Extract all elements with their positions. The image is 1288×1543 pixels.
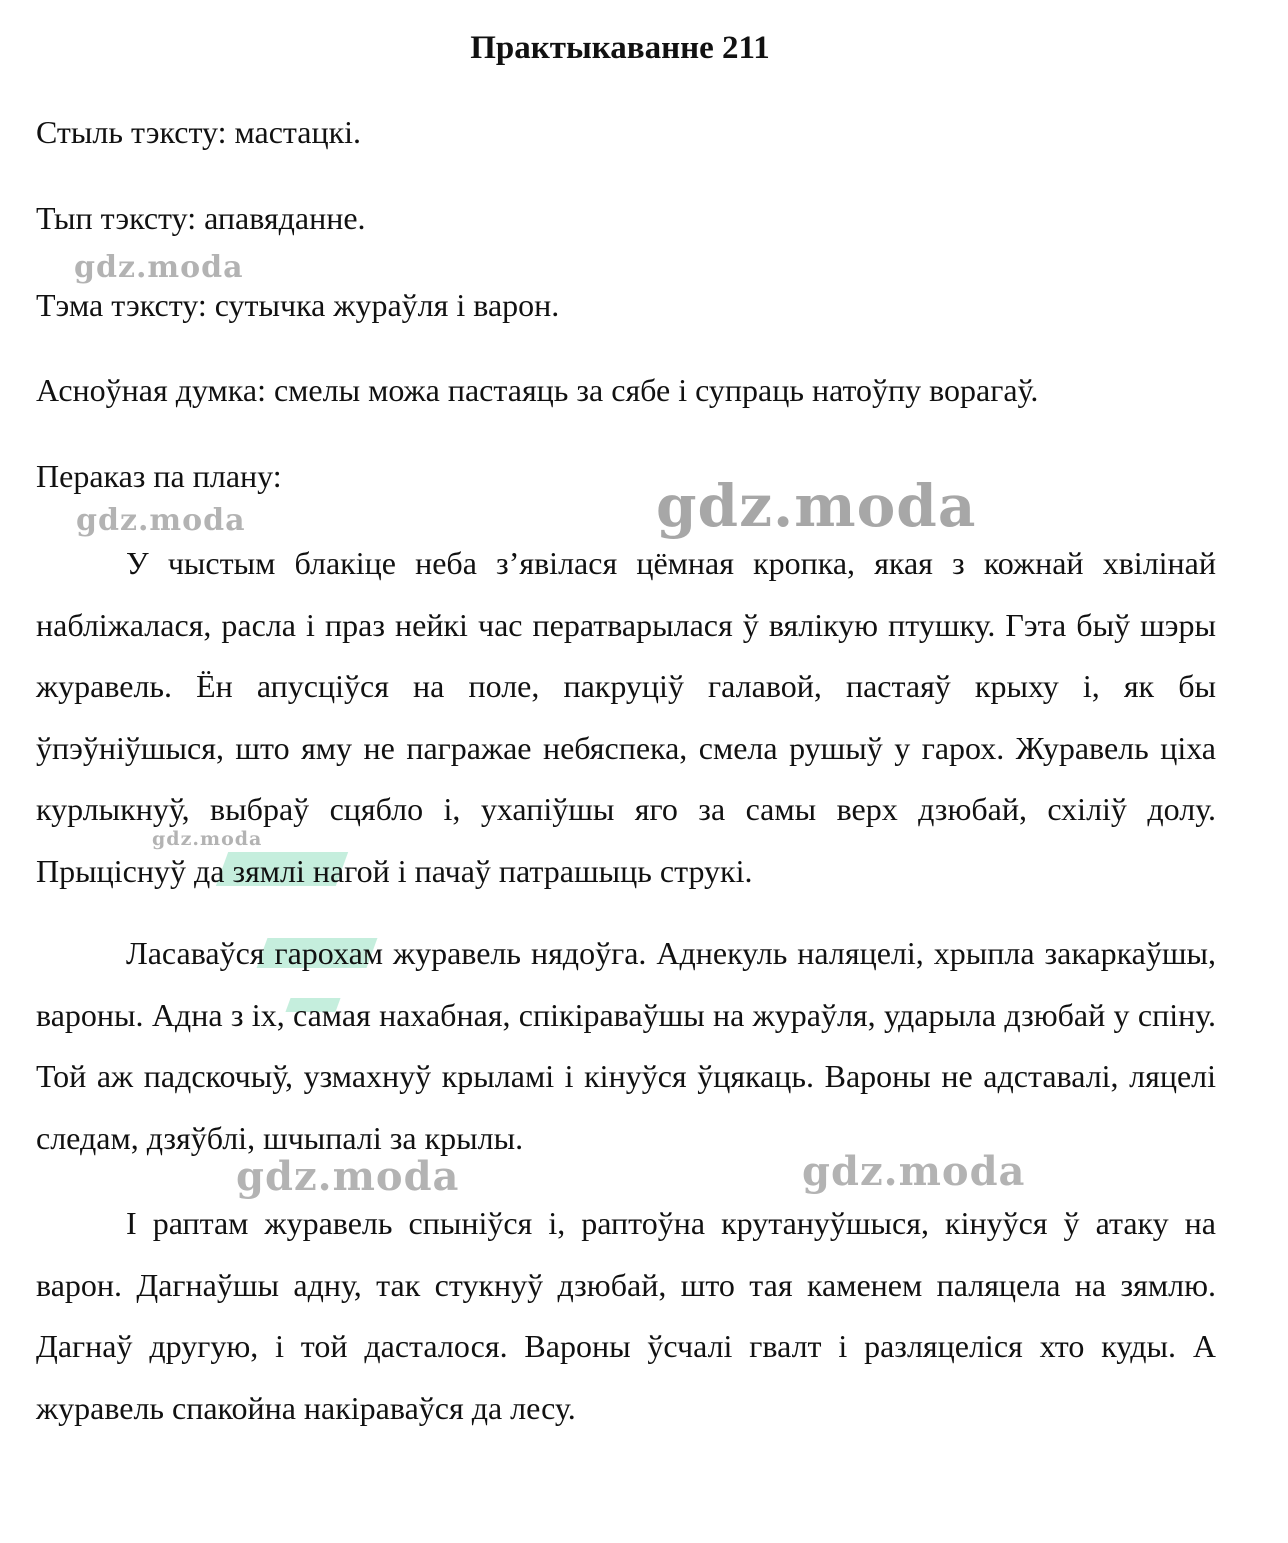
text-type-line: Тып тэксту: апавяданне.	[36, 200, 366, 236]
text-style-line: Стыль тэксту: мастацкі.	[36, 114, 362, 150]
retelling-label: Пераказ па плану:	[36, 458, 282, 494]
watermark-logo: gdz.moda	[802, 1148, 1026, 1195]
text-theme-line: Тэма тэксту: сутычка жураўля і варон.	[36, 287, 560, 323]
watermark-logo: gdz.moda	[152, 828, 263, 850]
watermark-logo: gdz.moda	[74, 250, 244, 285]
retelling-paragraph-3: І раптам журавель спыніўся і, раптоўна крутануўшыся, кінуўся ў атаку на варон. Дагнаўшы адну, так стукнуў дзюбай, што тая каменем паляцела на зямлю. Дагнаў другую, і той дасталося. Вароны ўсчалі гвалт і разляцеліся хто куды. А журавель спакойна накіраваўся да лесу.	[36, 1205, 1216, 1426]
retelling-paragraph-2: Ласаваўся гарохам журавель нядоўга. Аднекуль наляцелі, хрыпла закаркаўшы, вароны. Адна з іх, самая нахабная, спікіраваўшы на жураўля, ударыла дзюбай у спіну. Той аж падскочыў, узмахнуў крыламі і кінуўся ўцякаць. Вароны не адставалі, ляцелі следам, дзяўблі, шчыпалі за крылы.	[36, 935, 1216, 1156]
page-title: Практыкаванне 211	[470, 30, 770, 66]
watermark-logo: gdz.moda	[76, 503, 246, 538]
retelling-paragraph-1: У чыстым блакіце неба з’явілася цёмная кропка, якая з кожнай хвілінай набліжалася, расла і праз нейкі час ператварылася ў вялікую птушку. Гэта быў шэры журавель. Ён апусціўся на поле, пакруціў галавой, пастаяў крыху і, як бы ўпэўніўшыся, што яму не пагражае небяспека, смела рушыў у гарох. Журавель ціха курлыкнуў, выбраў сцябло і, ухапіўшы яго за самы верх дзюбай, схіліў долу. Прыціснуў да зямлі нагой і пачаў патрашыць струкі.	[36, 545, 1216, 889]
watermark-logo: gdz.moda	[236, 1153, 460, 1200]
watermark-logo: gdz.moda	[656, 472, 977, 540]
main-idea-line: Асноўная думка: смелы можа пастаяць за сябе і супраць натоўпу ворагаў.	[36, 372, 1039, 408]
